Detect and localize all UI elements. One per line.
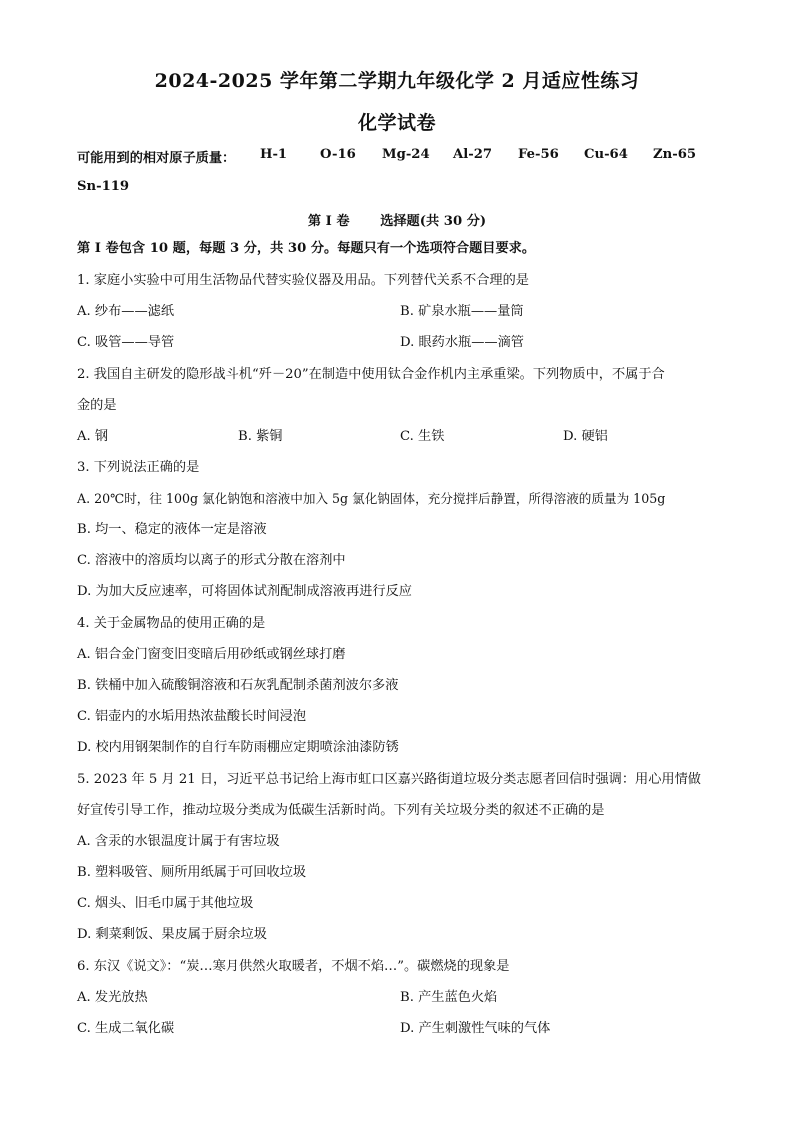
atomic-mass-item: O-16	[320, 147, 356, 162]
question-option: A. 发光放热	[77, 990, 148, 1005]
atomic-mass-item: H-1	[260, 147, 288, 162]
question-option: C. 烟头、旧毛巾属于其他垃圾	[77, 896, 254, 911]
question-option: B. 产生蓝色火焰	[400, 990, 498, 1005]
question-option: D. 硬铝	[563, 429, 608, 444]
question-stem: 6. 东汉《说文》：“炭…寒月供然火取暖者，不烟不焰…”。碳燃烧的现象是	[77, 959, 510, 974]
atomic-mass-item: Fe-56	[518, 147, 559, 162]
section-instructions: 第 I 卷包含 10 题，每题 3 分，共 30 分。每题只有一个选项符合题目要求。	[77, 241, 536, 256]
question-option: A. 含汞的水银温度计属于有害垃圾	[77, 834, 280, 849]
section-name: 选择题(共 30 分)	[380, 214, 487, 229]
question-option: A. 铝合金门窗变旧变暗后用砂纸或钢丝球打磨	[77, 647, 346, 662]
question-stem: 2. 我国自主研发的隐形战斗机“歼－20”在制造中使用钛合金作机内主承重梁。下列物质中，不属于合	[77, 367, 665, 382]
question-option: D. 校内用钢架制作的自行车防雨棚应定期喷涂油漆防锈	[77, 740, 399, 755]
exam-title: 2024-2025 学年第二学期九年级化学 2 月适应性练习	[154, 70, 640, 92]
exam-subtitle: 化学试卷	[357, 112, 436, 134]
question-stem: 4. 关于金属物品的使用正确的是	[77, 616, 266, 631]
section-heading	[0, 210, 794, 229]
question-option: C. 吸管——导管	[77, 335, 175, 350]
atomic-mass-item: Mg-24	[382, 147, 430, 162]
question-option: B. 塑料吸管、厕所用纸属于可回收垃圾	[77, 865, 307, 880]
question-option: D. 眼药水瓶——滴管	[400, 335, 524, 350]
question-stem: 3. 下列说法正确的是	[77, 460, 200, 475]
atomic-mass-item: Zn-65	[653, 147, 697, 162]
question-stem: 好宣传引导工作，推动垃圾分类成为低碳生活新时尚。下列有关垃圾分类的叙述不正确的是	[77, 803, 605, 818]
question-option: D. 产生刺激性气味的气体	[400, 1021, 551, 1036]
question-option: A. 20℃时，往 100g 氯化钠饱和溶液中加入 5g 氯化钠固体，充分搅拌后静置，所得溶液的质量为 105g	[77, 491, 666, 506]
question-option: B. 均一、稳定的液体一定是溶液	[77, 522, 267, 537]
question-stem: 1. 家庭小实验中可用生活物品代替实验仪器及用品。下列替代关系不合理的是	[77, 273, 529, 288]
question-option: C. 生成二氧化碳	[77, 1021, 175, 1036]
atomic-masses-label: 可能用到的相对原子质量：	[77, 151, 236, 166]
question-option: A. 纱布——滤纸	[77, 304, 175, 319]
atomic-mass-item: Al-27	[453, 147, 493, 162]
question-option: D. 为加大反应速率，可将固体试剂配制成溶液再进行反应	[77, 584, 412, 599]
question-option: C. 生铁	[400, 429, 445, 444]
atomic-mass-item: Cu-64	[584, 147, 628, 162]
question-stem: 金的是	[77, 398, 117, 413]
question-option: B. 紫铜	[238, 429, 283, 444]
question-option: B. 矿泉水瓶——量筒	[400, 304, 524, 319]
section-part: 第 I 卷	[307, 214, 350, 229]
question-option: D. 剩菜剩饭、果皮属于厨余垃圾	[77, 927, 267, 942]
question-stem: 5. 2023 年 5 月 21 日，习近平总书记给上海市虹口区嘉兴路街道垃圾分类志愿者回信时强调：用心用情做	[77, 772, 701, 787]
atomic-mass-item: Sn-119	[77, 179, 130, 194]
question-option: C. 溶液中的溶质均以离子的形式分散在溶剂中	[77, 553, 346, 568]
question-option: C. 铝壶内的水垢用热浓盐酸长时间浸泡	[77, 709, 307, 724]
question-option: B. 铁桶中加入硫酸铜溶液和石灰乳配制杀菌剂波尔多液	[77, 678, 399, 693]
question-option: A. 钢	[77, 429, 109, 444]
